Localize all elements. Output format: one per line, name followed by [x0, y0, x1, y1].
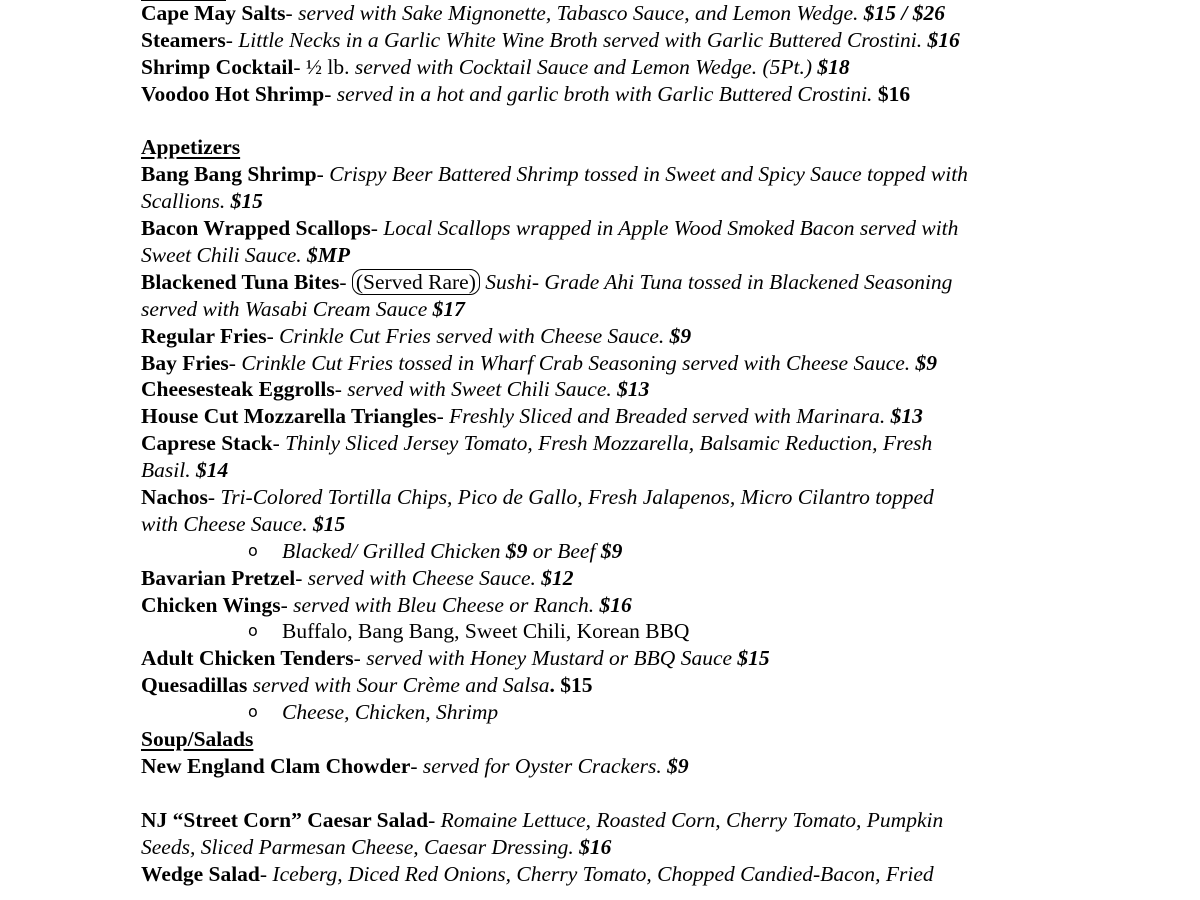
- menu-item-shrimp-cocktail: Shrimp Cocktail- ½ lb. served with Cocktail Sauce and Lemon Wedge. (5Pt.) $18: [141, 54, 850, 79]
- menu-item-cheesesteak-eggrolls: Cheesesteak Eggrolls- served with Sweet Chili Sauce. $13: [141, 377, 650, 402]
- menu-item-cape-may-salts: Cape May Salts- served with Sake Mignonette, Tabasco Sauce, and Lemon Wedge. $15 / $26: [141, 1, 945, 25]
- menu-item-adult-chicken-tenders: Adult Chicken Tenders- served with Honey Mustard or BBQ Sauce $15: [141, 646, 770, 671]
- section-heading-appetizers: Appetizers: [141, 135, 241, 160]
- menu-item-wedge-salad: Wedge Salad- Iceberg, Diced Red Onions, Cherry Tomato, Chopped Candied-Bacon, Fried: [141, 861, 934, 886]
- menu-item-nachos: Nachos- Tri-Colored Tortilla Chips, Pico de Gallo, Fresh Jalapenos, Micro Cilantro topped: [141, 485, 934, 510]
- bullet-circle-icon: o: [248, 621, 258, 641]
- menu-item-bacon-wrapped-scallops: Bacon Wrapped Scallops- Local Scallops wrapped in Apple Wood Smoked Bacon served with: [141, 216, 959, 241]
- wings-flavors-bullet: o Buffalo, Bang Bang, Sweet Chili, Korean BBQ: [248, 619, 690, 644]
- section-heading-soup-salads: Soup/Salads: [141, 727, 254, 752]
- menu-item-bay-fries: Bay Fries- Crinkle Cut Fries tossed in Wharf Crab Seasoning served with Cheese Sauce. $9: [141, 350, 938, 375]
- menu-item-bavarian-pretzel: Bavarian Pretzel- served with Cheese Sauce. $12: [141, 565, 574, 590]
- menu-item-clam-chowder: New England Clam Chowder- served for Oyster Crackers. $9: [141, 753, 689, 778]
- menu-item-mozzarella-triangles: House Cut Mozzarella Triangles- Freshly Sliced and Breaded served with Marinara. $13: [141, 404, 923, 429]
- menu-item-blackened-tuna-bites-cont: served with Wasabi Cream Sauce $17: [141, 296, 465, 321]
- menu-item-regular-fries: Regular Fries- Crinkle Cut Fries served with Cheese Sauce. $9: [141, 323, 692, 348]
- quesadillas-options-bullet: o Cheese, Chicken, Shrimp: [248, 700, 499, 725]
- menu-item-bang-bang-shrimp: Bang Bang Shrimp- Crispy Beer Battered Shrimp tossed in Sweet and Spicy Sauce topped with: [141, 162, 968, 187]
- menu-item-caprese-stack-cont: Basil. $14: [141, 458, 229, 483]
- menu-item-steamers: Steamers- Little Necks in a Garlic White Wine Broth served with Garlic Buttered Crostini. $16: [141, 27, 960, 52]
- served-rare-badge: (Served Rare): [352, 269, 480, 295]
- menu-item-caprese-stack: Caprese Stack- Thinly Sliced Jersey Tomato, Fresh Mozzarella, Balsamic Reduction, Fresh: [141, 431, 933, 456]
- menu-item-street-corn-caesar: NJ “Street Corn” Caesar Salad- Romaine Lettuce, Roasted Corn, Cherry Tomato, Pumpkin: [141, 807, 944, 832]
- menu-item-bang-bang-shrimp-cont: Scallions. $15: [141, 189, 263, 214]
- menu-item-quesadillas: Quesadillas served with Sour Crème and Salsa. $15: [141, 673, 593, 698]
- menu-item-nachos-cont: with Cheese Sauce. $15: [141, 511, 346, 536]
- menu-item-street-corn-caesar-cont: Seeds, Sliced Parmesan Cheese, Caesar Dressing. $16: [141, 834, 612, 859]
- bullet-circle-icon: o: [248, 702, 258, 722]
- menu-item-blackened-tuna-bites: Blackened Tuna Bites- (Served Rare) Sushi- Grade Ahi Tuna tossed in Blackened Seasoning: [141, 269, 953, 294]
- nachos-addon-bullet: o Blacked/ Grilled Chicken $9 or Beef $9: [248, 538, 623, 563]
- menu-item-voodoo-hot-shrimp: Voodoo Hot Shrimp- served in a hot and garlic broth with Garlic Buttered Crostini. $16: [141, 81, 911, 106]
- menu-document: [141, 0, 1191, 887]
- bullet-circle-icon: o: [248, 540, 258, 560]
- menu-item-bacon-wrapped-scallops-cont: Sweet Chili Sauce. $MP: [141, 243, 350, 268]
- menu-item-chicken-wings: Chicken Wings- served with Bleu Cheese or Ranch. $16: [141, 592, 632, 617]
- section-heading-underline-fragment: [141, 0, 226, 1]
